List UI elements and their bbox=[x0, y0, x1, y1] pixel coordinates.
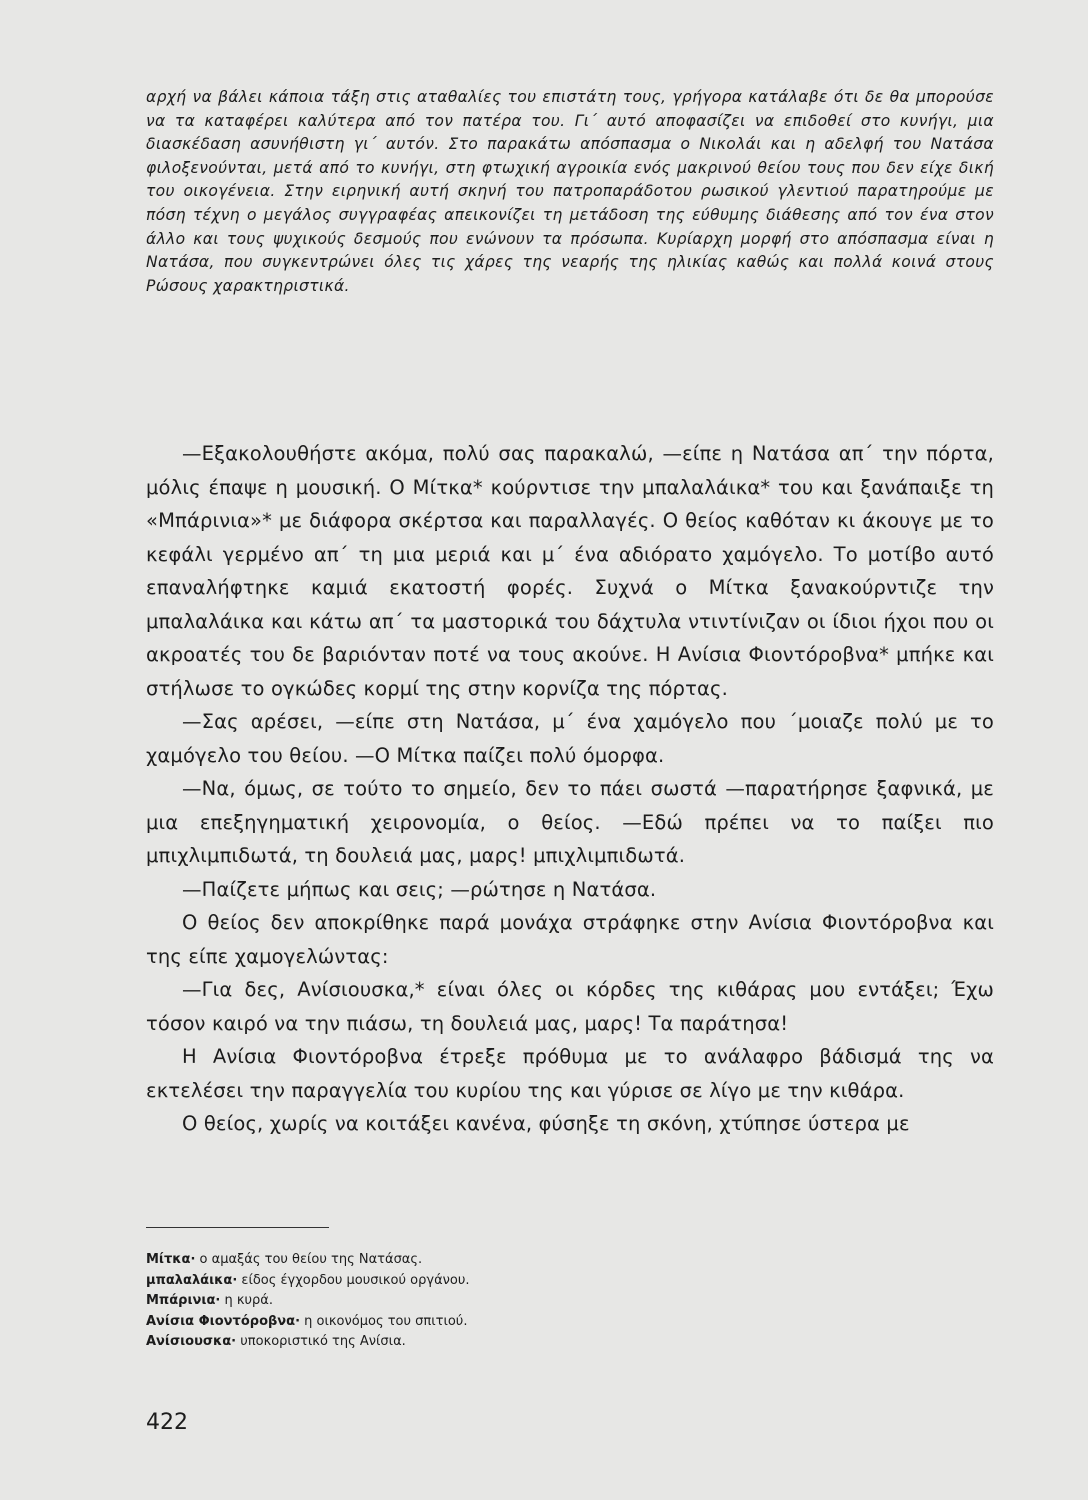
footnote-term: Ανίσια Φιοντόροβνα· bbox=[146, 1313, 301, 1329]
body-paragraph-5: Ο θείος δεν αποκρίθηκε παρά μονάχα στράφηκε στην Ανίσια Φιοντόροβνα και της είπε χαμογελώντας: bbox=[146, 911, 994, 968]
body-paragraph-6: —Για δες, Ανίσιουσκα,* είναι όλες οι κόρδες της κιθάρας μου εντάξει; Έχω τόσον καιρό να την πιάσω, τη δουλειά μας, μαρς! Τα παράτησα! bbox=[146, 978, 994, 1035]
body-paragraph-8: Ο θείος, χωρίς να κοιτάξει κανένα, φύσηξε τη σκόνη, χτύπησε ύστερα με bbox=[182, 1112, 910, 1135]
footnotes bbox=[146, 1250, 846, 1353]
page-number: 422 bbox=[146, 1410, 188, 1435]
footnote-definition: ο αμαξάς του θείου της Νατάσας. bbox=[199, 1252, 423, 1267]
footnote-term: Ανίσιουσκα· bbox=[146, 1334, 237, 1349]
footnote-definition: η οικονόμος του σπιτιού. bbox=[304, 1313, 468, 1329]
footnote-definition: είδος έγχορδου μουσικού οργάνου. bbox=[241, 1272, 470, 1288]
footnote-item bbox=[146, 1291, 846, 1312]
footnote-term: Μπάρινια· bbox=[146, 1293, 221, 1308]
main-text bbox=[146, 437, 994, 1141]
footnote-term: Μίτκα· bbox=[146, 1252, 196, 1267]
body-paragraph-7: Η Ανίσια Φιοντόροβνα έτρεξε πρόθυμα με το ανάλαφρο βάδισμά της να εκτελέσει την παραγγελία του κυρίου της και γύρισε σε λίγο με την κιθάρα. bbox=[146, 1045, 994, 1102]
body-paragraph-2: —Σας αρέσει, —είπε στη Νατάσα, μ΄ ένα χαμόγελο που ΄μοιαζε πολύ με το χαμόγελο του θείου. —Ο Μίτκα παίζει πολύ όμορφα. bbox=[146, 710, 994, 767]
footnote-item bbox=[146, 1250, 846, 1271]
footnote-item bbox=[146, 1332, 846, 1353]
body-paragraph-1: —Εξακολουθήστε ακόμα, πολύ σας παρακαλώ, —είπε η Νατάσα απ΄ την πόρτα, μόλις έπαψε η μουσική. Ο Μίτκα* κούρντισε την μπαλαλάικα* του και ξανάπαιξε τη «Μπάρινια»* με διάφορα σκέρτσα και παραλλαγές. Ο θείος καθόταν κι άκουγε με το κεφάλι γερμένο απ΄ τη μια μεριά και μ΄ ένα αδιόρατο χαμόγελο. Το μοτίβο αυτό επαναλήφτηκε καμιά εκατοστή φορές. Συχνά ο Μίτκα ξανακούρντιζε την μπαλαλάικα και κάτω απ΄ τα μαστορικά του δάχτυλα ντιντίνιζαν οι ίδιοι ήχοι που οι ακροατές του δε βαριόνταν ποτέ να τους ακούνε. Η Ανίσια Φιοντόροβνα* μπήκε και στήλωσε το ογκώδες κορμί της στην κορνίζα της πόρτας. bbox=[146, 442, 994, 700]
footnote-item bbox=[146, 1312, 846, 1333]
footnote-separator bbox=[146, 1227, 329, 1228]
intro-paragraph: αρχή να βάλει κάποια τάξη στις αταθαλίες του επιστάτη τους, γρήγορα κατάλαβε ότι δε θα μπορούσε να τα καταφέρει καλύτερα από τον πατέρα του. Γι΄ αυτό αποφασίζει να επιδοθεί στο κυνήγι, μια διασκέδαση ασυνήθιστη γι΄ αυτόν. Στο παρακάτω απόσπασμα ο Νικολάι και η αδελφή του Νατάσα φιλοξενούνται, μετά από το κυνήγι, στη φτωχική αγροικία ενός μακρινού θείου τους που δεν είχε δική του οικογένεια. Στην ειρηνική αυτή σκηνή του πατροπαράδοτου ρωσικού γλεντιού παρατηρούμε με πόση τέχνη ο μεγάλος συγγραφέας απεικονίζει τη μετάδοση της εύθυμης διάθεσης από τον ένα στον άλλο και τους ψυχικούς δεσμούς που ενώνουν τα πρόσωπα. Κυρίαρχη μορφή στο απόσπασμα είναι η Νατάσα, που συγκεντρώνει όλες τις χάρες της νεαρής της ηλικίας καθώς και πολλά κοινά στους Ρώσους χαρακτηριστικά. bbox=[146, 88, 994, 295]
body-paragraph-3: —Να, όμως, σε τούτο το σημείο, δεν το πάει σωστά —παρατήρησε ξαφνικά, με μια επεξηγηματική χειρονομία, ο θείος. —Εδώ πρέπει να το παίξει πιο μπιχλιμπιδωτά, τη δουλειά μας, μαρς! μπιχλιμπιδωτά. bbox=[146, 777, 994, 867]
footnote-definition: η κυρά. bbox=[224, 1293, 273, 1308]
footnote-item bbox=[146, 1271, 846, 1292]
footnote-term: μπαλαλάικα· bbox=[146, 1272, 238, 1288]
footnote-definition: υποκοριστικό της Ανίσια. bbox=[240, 1334, 406, 1349]
body-paragraph-4: —Παίζετε μήπως και σεις; —ρώτησε η Νατάσα. bbox=[182, 877, 657, 901]
